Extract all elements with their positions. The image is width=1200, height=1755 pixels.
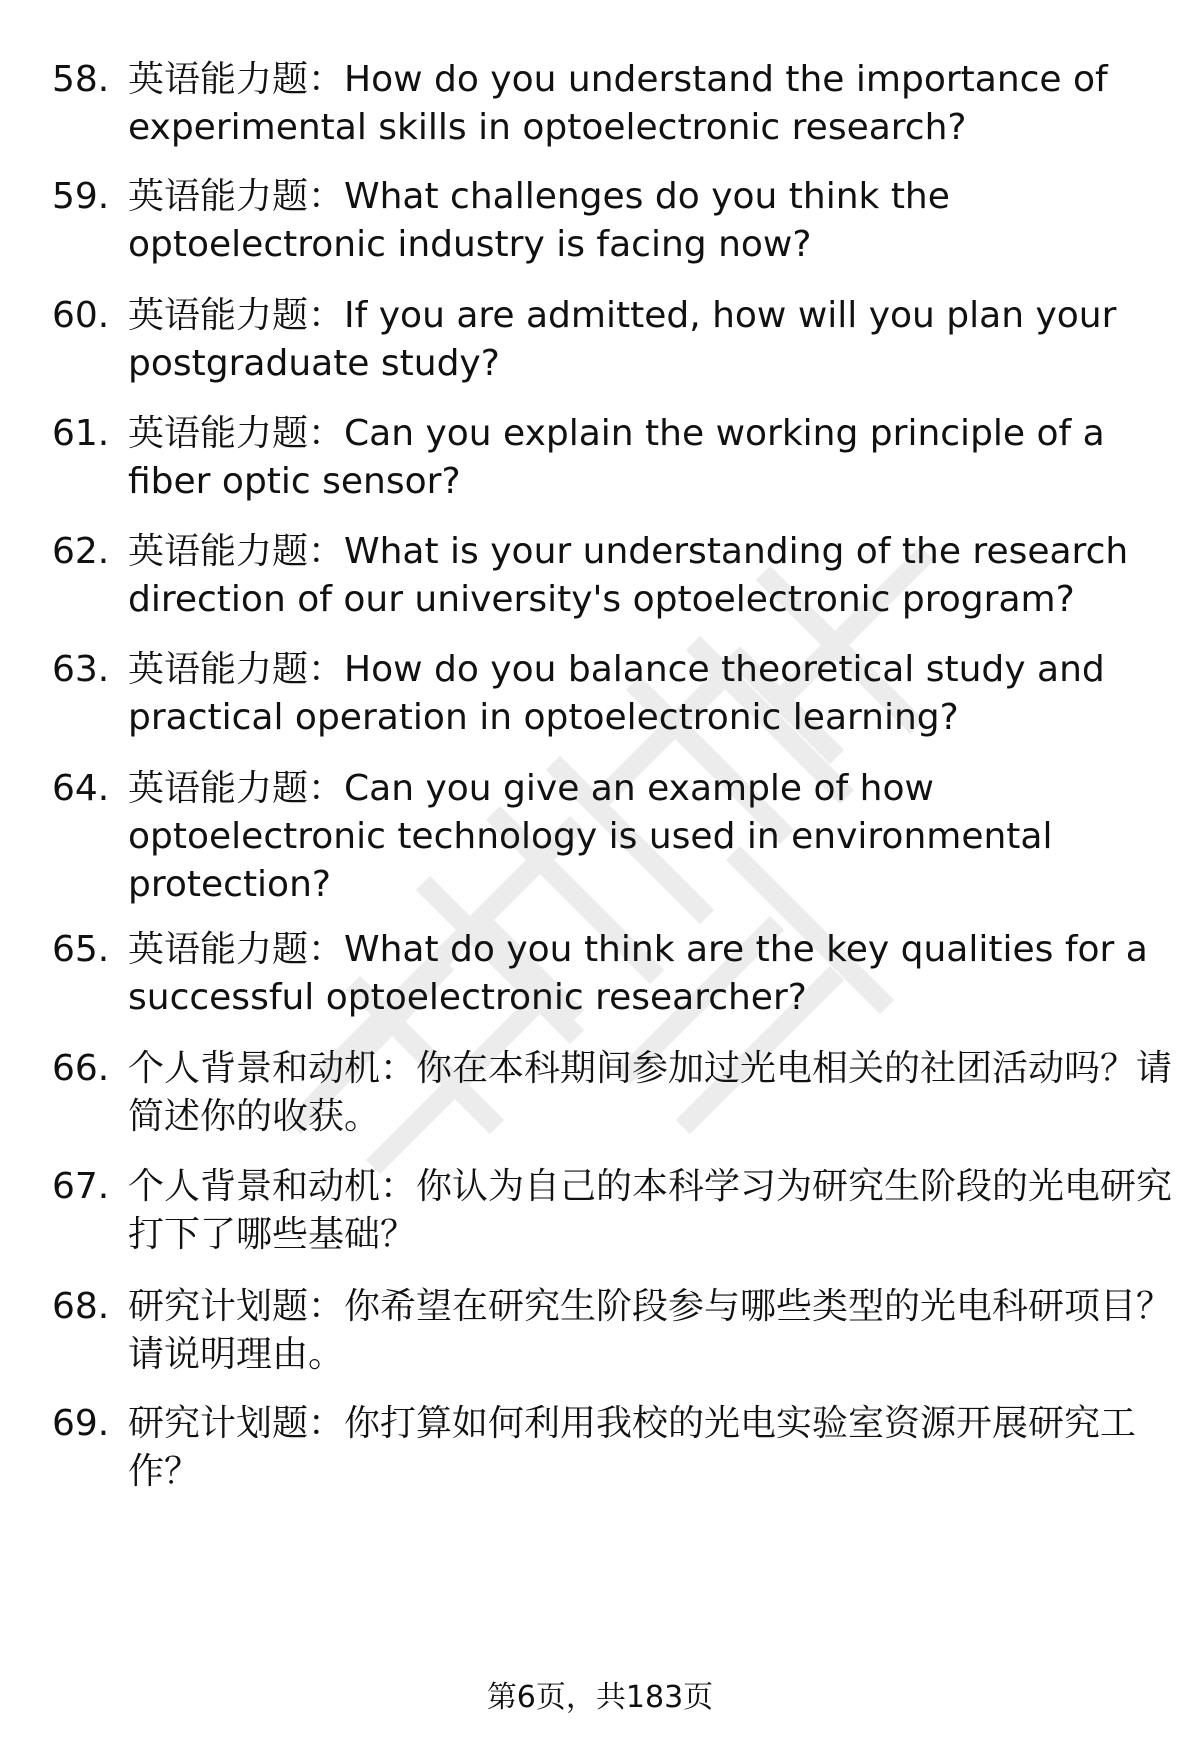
page-footer: 第6页，共183页 [486, 1680, 714, 1715]
question-item-65 [52, 926, 1152, 1022]
question-text: 英语能力题：How do you balance theoretical study and practical operation in optoelectronic learning? [128, 649, 1105, 738]
question-number: 65. [52, 929, 110, 970]
question-number: 66. [52, 1048, 110, 1089]
question-text: 英语能力题：Can you give an example of how optoelectronic technology is used in environmental protection? [128, 768, 1053, 905]
question-number: 67. [52, 1166, 110, 1207]
question-number: 63. [52, 649, 110, 690]
question-item-66 [52, 1045, 1173, 1141]
question-number: 64. [52, 768, 110, 809]
question-number: 58. [52, 59, 110, 100]
question-item-63 [52, 646, 1152, 742]
question-item-60 [52, 292, 1152, 388]
question-text: 英语能力题：What is your understanding of the research direction of our university's optoelectronic program? [128, 531, 1129, 620]
question-text: 英语能力题：How do you understand the importance of experimental skills in optoelectronic research? [128, 59, 1108, 148]
question-item-68 [52, 1283, 1173, 1379]
question-text: 英语能力题：What do you think are the key qualities for a successful optoelectronic researcher? [128, 929, 1148, 1018]
question-number: 61. [52, 413, 110, 454]
question-item-67 [52, 1163, 1173, 1259]
question-item-64 [52, 765, 1152, 909]
question-text: 英语能力题：Can you explain the working principle of a fiber optic sensor? [128, 413, 1105, 502]
question-item-58 [52, 56, 1152, 152]
question-number: 59. [52, 176, 110, 217]
question-number: 68. [52, 1286, 110, 1327]
question-number: 60. [52, 295, 110, 336]
question-number: 69. [52, 1403, 110, 1444]
question-text: 个人背景和动机：你在本科期间参加过光电相关的社团活动吗？请简述你的收获。 [128, 1048, 1173, 1137]
question-text: 英语能力题：If you are admitted, how will you plan your postgraduate study? [128, 295, 1117, 384]
question-item-69 [52, 1400, 1152, 1496]
question-item-62 [52, 528, 1152, 624]
question-text: 研究计划题：你希望在研究生阶段参与哪些类型的光电科研项目？请说明理由。 [128, 1286, 1173, 1375]
question-item-59 [52, 173, 1152, 269]
question-text: 英语能力题：What challenges do you think the optoelectronic industry is facing now? [128, 176, 950, 265]
question-text: 个人背景和动机：你认为自己的本科学习为研究生阶段的光电研究打下了哪些基础？ [128, 1166, 1173, 1255]
question-item-61 [52, 410, 1152, 506]
question-number: 62. [52, 531, 110, 572]
question-text: 研究计划题：你打算如何利用我校的光电实验室资源开展研究工作？ [128, 1403, 1137, 1492]
